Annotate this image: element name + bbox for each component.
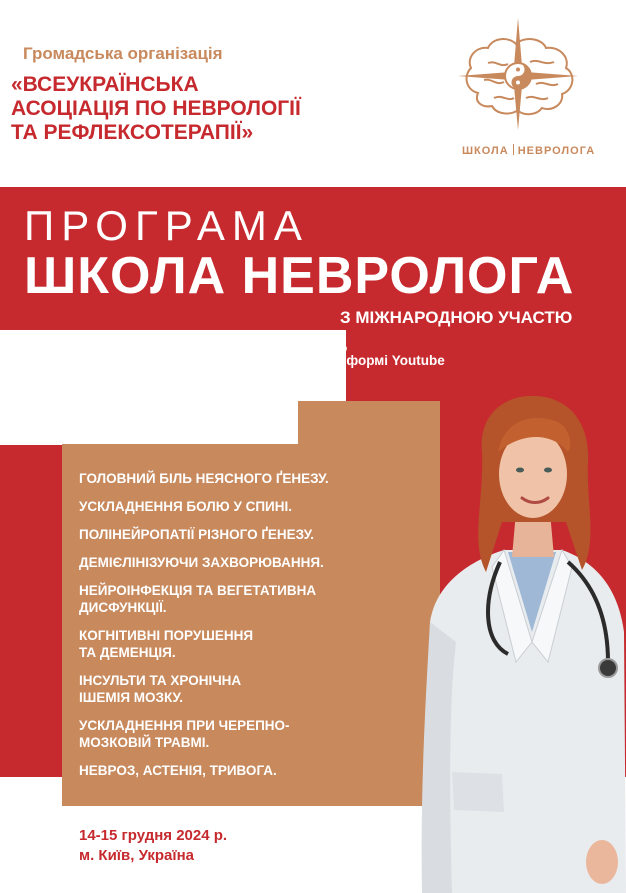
logo-text-left: ШКОЛА — [462, 145, 509, 157]
topic-item: УСКЛАДНЕННЯ БОЛЮ У СПИНІ. — [79, 499, 293, 514]
description-line: відповіді на запитання в режимі on-line на платформі Youtube — [28, 353, 445, 368]
organization-name-line: «ВСЕУКРАЇНСЬКА — [11, 73, 199, 96]
event-location: м. Київ, Україна — [79, 847, 194, 864]
brain-compass-icon — [438, 18, 608, 143]
bottom-left-patch — [0, 777, 62, 893]
logo-text — [462, 144, 595, 157]
description-line: «Командний неврологічний GRAND ROUND» — [28, 369, 328, 384]
organization-name-line: АСОЦІАЦІЯ ПО НЕВРОЛОГІЇ — [11, 97, 301, 120]
topic-item: ПОЛІНЕЙРОПАТІЇ РІЗНОГО ҐЕНЕЗУ. — [79, 527, 315, 542]
logo-text-right: НЕВРОЛОГА — [517, 145, 596, 157]
topic-item: КОГНІТИВНІ ПОРУШЕННЯ ТА ДЕМЕНЦІЯ. — [79, 628, 254, 660]
topic-item: НЕЙРОІНФЕКЦІЯ ТА ВЕГЕТАТИВНА ДИСФУНКЦІЇ. — [79, 583, 317, 615]
event-date: 14-15 грудня 2024 р. — [79, 827, 228, 844]
topic-item: УСКЛАДНЕННЯ ПРИ ЧЕРЕПНО- МОЗКОВІЙ ТРАВМІ. — [79, 718, 290, 750]
doctor-photo — [412, 392, 626, 893]
topic-item: ІНСУЛЬТИ ТА ХРОНІЧНА ІШЕМІЯ МОЗКУ. — [79, 673, 242, 705]
program-title: ШКОЛА НЕВРОЛОГА — [24, 247, 575, 305]
organization-type: Громадська організація — [23, 44, 223, 63]
program-subtitle: З МІЖНАРОДНОЮ УЧАСТЮ — [340, 308, 573, 327]
topic-item: НЕВРОЗ, АСТЕНІЯ, ТРИВОГА. — [79, 763, 277, 778]
program-label: ПРОГРАМА — [24, 202, 309, 249]
event-details — [79, 826, 227, 866]
topics-list — [79, 470, 429, 790]
topic-item: ДЕМІЄЛІНІЗУЮЧИ ЗАХВОРЮВАННЯ. — [79, 555, 324, 570]
logo-divider — [513, 144, 514, 155]
description-line: дистанційна форма навчання — [28, 385, 227, 400]
school-logo — [438, 18, 608, 157]
organization-name-line: ТА РЕФЛЕКСОТЕРАПІЇ» — [11, 121, 254, 144]
description-line: відео-тренінги, відео-лекції, практичні навички, — [28, 337, 348, 352]
organization-name — [11, 73, 421, 145]
topic-item: ГОЛОВНИЙ БІЛЬ НЕЯСНОГО ҐЕНЕЗУ. — [79, 471, 329, 486]
